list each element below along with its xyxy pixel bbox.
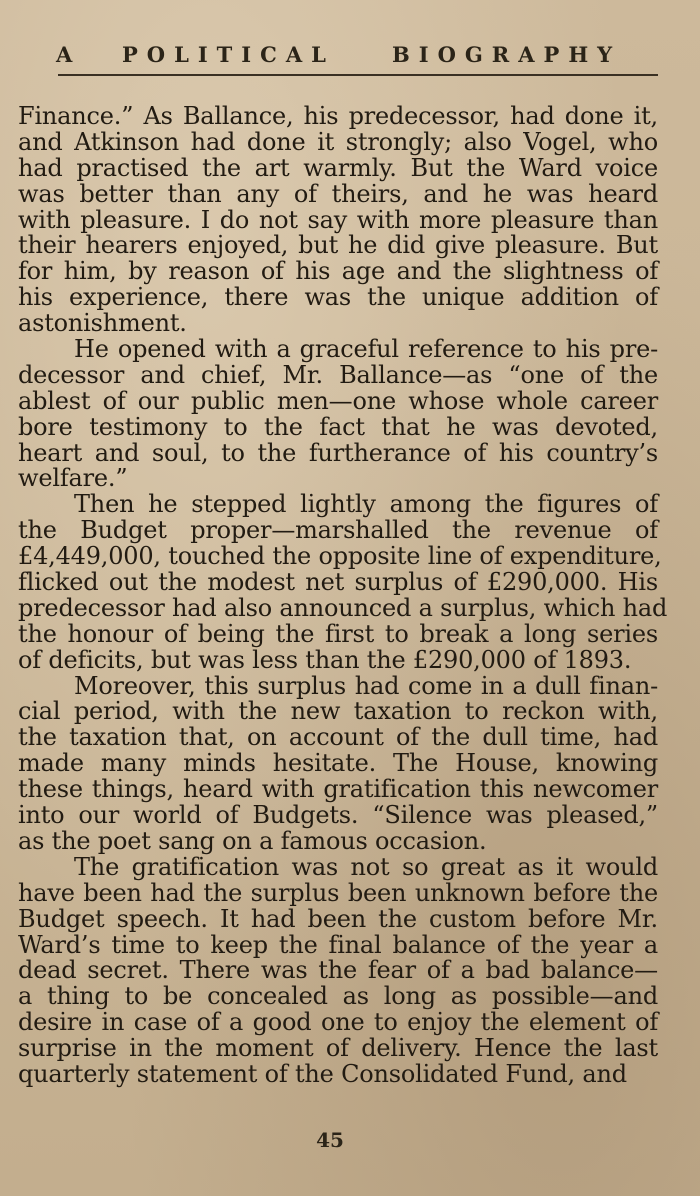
text-line: cial period, with the new taxation to reckon with, bbox=[18, 697, 658, 726]
paragraph bbox=[18, 671, 658, 855]
text-line: quarterly statement of the Consolidated Fund, and bbox=[18, 1059, 627, 1088]
text-line: Finance.” As Ballance, his predecessor, had done it, bbox=[18, 102, 658, 130]
text-line: and Atkinson had done it strongly; also Vogel, who bbox=[18, 127, 658, 156]
paragraph bbox=[18, 490, 668, 674]
running-head bbox=[20, 40, 660, 76]
text-line: surprise in the moment of delivery. Hence the last bbox=[18, 1034, 658, 1063]
text-line: a thing to be concealed as long as possible—and bbox=[18, 982, 658, 1011]
text-line: had practised the art warmly. But the Ward voice bbox=[18, 153, 658, 182]
page-number: 45 bbox=[316, 1128, 344, 1152]
text-line: these things, heard with gratification this newcomer bbox=[18, 775, 658, 804]
running-head-word-2: POLITICAL bbox=[122, 42, 335, 67]
text-line: flicked out the modest net surplus of £290,000. His bbox=[18, 568, 658, 597]
text-line: as the poet sang on a famous occasion. bbox=[18, 826, 487, 855]
text-line: decessor and chief, Mr. Ballance—as “one of the bbox=[18, 360, 658, 389]
running-head-word-1: A bbox=[56, 42, 82, 67]
text-line: for him, by reason of his age and the slightness of bbox=[18, 257, 658, 286]
text-line: their hearers enjoyed, but he did give pleasure. But bbox=[18, 231, 658, 260]
text-line: desire in case of a good one to enjoy the element of bbox=[18, 1008, 658, 1037]
text-line: his experience, there was the unique addition of bbox=[18, 283, 658, 312]
header-rule bbox=[58, 74, 658, 76]
text-line: the taxation that, on account of the dull time, had bbox=[18, 723, 658, 752]
paragraph bbox=[18, 852, 658, 1088]
text-line: £4,449,000, touched the opposite line of expenditure, bbox=[18, 542, 662, 571]
text-line: The gratification was not so great as it would bbox=[74, 852, 658, 881]
text-line: Budget speech. It had been the custom before Mr. bbox=[18, 904, 658, 933]
text-line: bore testimony to the fact that he was devoted, bbox=[18, 412, 658, 441]
text-line: He opened with a graceful reference to his pre- bbox=[74, 335, 658, 364]
text-line: predecessor had also announced a surplus, which had bbox=[18, 593, 668, 622]
text-line: of deficits, but was less than the £290,000 of 1893. bbox=[18, 645, 632, 674]
text-line: the honour of being the first to break a long series bbox=[18, 619, 658, 648]
text-line: Ward’s time to keep the final balance of the year a bbox=[18, 930, 658, 959]
body-text bbox=[18, 102, 668, 1088]
text-line: dead secret. There was the fear of a bad balance— bbox=[18, 956, 658, 985]
text-line: ablest of our public men—one whose whole career bbox=[18, 386, 658, 415]
running-head-word-3: BIOGRAPHY bbox=[392, 42, 622, 67]
text-line: made many minds hesitate. The House, knowing bbox=[18, 749, 658, 778]
paragraph bbox=[18, 104, 658, 337]
text-line: welfare.” bbox=[18, 464, 128, 493]
text-line: Then he stepped lightly among the figures of bbox=[74, 490, 658, 519]
text-line: into our world of Budgets. “Silence was pleased,” bbox=[18, 801, 658, 830]
text-line: with pleasure. I do not say with more pleasure than bbox=[18, 205, 658, 234]
text-line: the Budget proper—marshalled the revenue of bbox=[18, 516, 658, 545]
text-line: astonishment. bbox=[18, 309, 187, 338]
text-line: heart and soul, to the furtherance of his country’s bbox=[18, 438, 658, 467]
text-line: was better than any of theirs, and he was heard bbox=[18, 179, 658, 208]
text-line: have been had the surplus been unknown before the bbox=[18, 878, 658, 907]
text-line: Moreover, this surplus had come in a dull finan- bbox=[74, 671, 658, 700]
paragraph bbox=[18, 337, 658, 492]
